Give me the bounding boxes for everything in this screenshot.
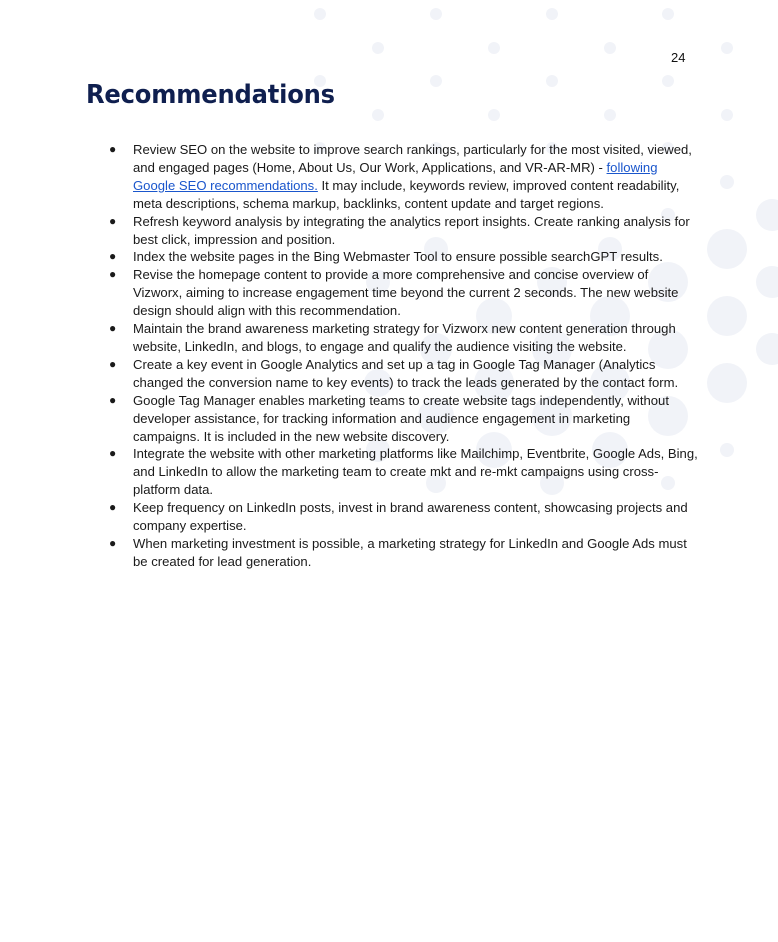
- recommendations-list: [108, 141, 698, 571]
- list-item-text: Integrate the website with other marketing platforms like Mailchimp, Eventbrite, Google Ads, Bing, and LinkedIn to allow the marketing team to create mkt and re-mkt campaigns using cross-platform data.: [133, 446, 698, 498]
- list-item: [108, 213, 698, 249]
- bullet-icon: ●: [109, 321, 117, 336]
- list-item: [108, 266, 698, 320]
- bullet-icon: ●: [109, 446, 117, 461]
- list-item: [108, 535, 698, 571]
- bullet-icon: ●: [109, 213, 117, 228]
- list-item: [108, 320, 698, 356]
- bullet-icon: ●: [109, 392, 117, 407]
- page-title: Recommendations: [86, 80, 335, 110]
- list-item-text: [133, 142, 692, 211]
- google-seo-recommendations-link[interactable]: following Google SEO recommendations.: [133, 159, 658, 193]
- list-item: [108, 356, 698, 392]
- bullet-icon: ●: [109, 500, 117, 515]
- list-item-text: Index the website pages in the Bing Webmaster Tool to ensure possible searchGPT results.: [133, 249, 663, 265]
- bullet-icon: ●: [109, 535, 117, 550]
- list-item: [108, 392, 698, 446]
- list-item-text: Revise the homepage content to provide a more comprehensive and concise overview of Vizworx, aiming to increase engagement time beyond the current 2 seconds. The new website design should align with this recommendation.: [133, 267, 679, 319]
- list-item-text-part: Review SEO on the website to improve search rankings, particularly for the most visited, viewed, and engaged pages (Home, About Us, Our Work, Applications, and VR-AR-MR) -: [133, 142, 692, 175]
- page-number: 24: [671, 50, 686, 65]
- list-item-text: Keep frequency on LinkedIn posts, invest in brand awareness content, showcasing projects and company expertise.: [133, 500, 688, 534]
- list-item-text: Create a key event in Google Analytics and set up a tag in Google Tag Manager (Analytics changed the conversion name to key events) to track the leads generated by the contact form.: [133, 356, 679, 390]
- list-item: [108, 445, 698, 499]
- list-item-text: Google Tag Manager enables marketing teams to create website tags independently, without developer assistance, for tracking information and audience engagement in marketing campaigns. It is included in the new website discovery.: [133, 392, 669, 444]
- list-item-text: Refresh keyword analysis by integrating the analytics report insights. Create ranking analysis for best click, impression and position.: [133, 213, 690, 247]
- bullet-icon: ●: [109, 267, 117, 282]
- list-item: [108, 499, 698, 535]
- bullet-icon: ●: [109, 142, 117, 156]
- list-item: [108, 141, 698, 213]
- list-item-text-part: It may include, keywords review, improved content readability, meta descriptions, schema markup, backlinks, content update and target regions.: [133, 177, 680, 211]
- list-item-text: Maintain the brand awareness marketing strategy for Vizworx new content generation through website, LinkedIn, and blogs, to engage and qualify the audience visiting the website.: [133, 321, 676, 354]
- bullet-icon: ●: [109, 249, 117, 264]
- list-item: [108, 248, 698, 266]
- list-item-text: When marketing investment is possible, a marketing strategy for LinkedIn and Google Ads must be created for lead generation.: [133, 535, 687, 569]
- bullet-icon: ●: [109, 356, 117, 371]
